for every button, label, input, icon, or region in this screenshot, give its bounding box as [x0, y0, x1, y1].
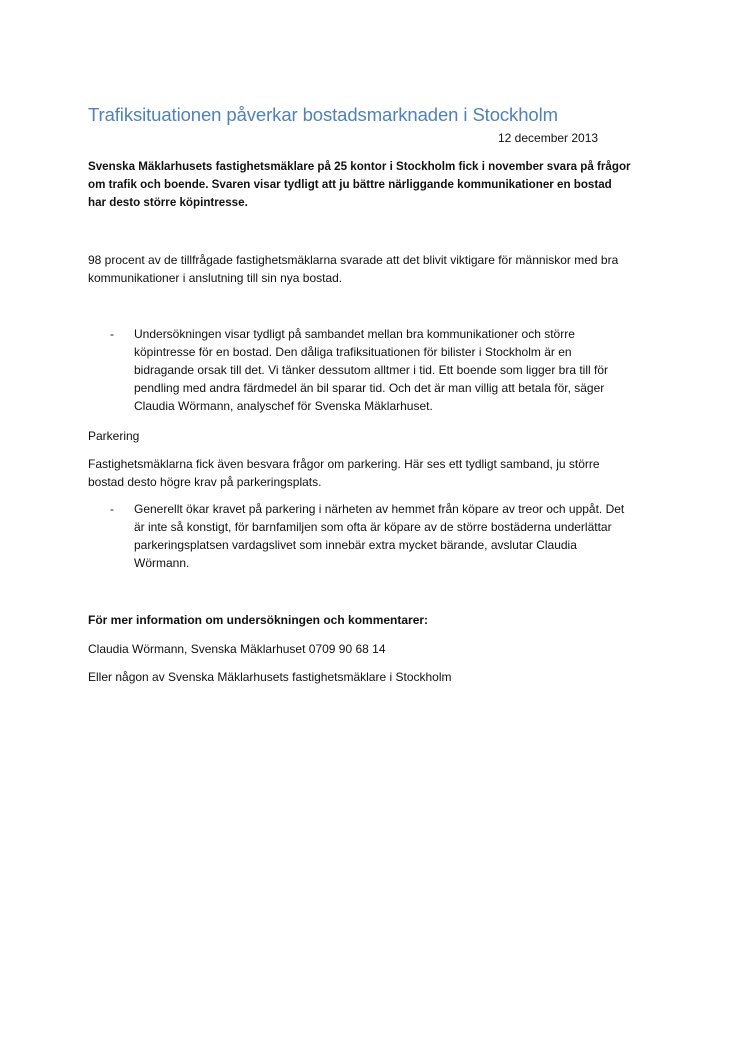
bullet-marker: -	[110, 327, 114, 341]
paragraph-line: bostad desto högre krav på parkeringsplats.	[88, 475, 322, 489]
bullet-line: parkeringsplatsen vardagslivet som innebär extra mycket bärande, avslutar Claudia	[134, 538, 577, 552]
bullet-line: pendling med andra färdmedel än bil sparar tid. Och det är man villig att betala för, säger	[134, 381, 605, 395]
body-paragraph-parking	[88, 455, 668, 491]
paragraph-line: 98 procent av de tillfrågade fastighetsmäklarna svarade att det blivit viktigare för människor med bra	[88, 253, 619, 267]
contact-line	[88, 640, 668, 658]
bullet-line: bidragande orsak till det. Vi tänker dessutom alltmer i tid. Ett boende som ligger bra till för	[134, 363, 609, 377]
bullet-line: Undersökningen visar tydligt på sambandet mellan bra kommunikationer och större	[134, 327, 575, 341]
document-date: 12 december 2013	[498, 131, 599, 145]
bullet-line: Generellt ökar kravet på parkering i närheten av hemmet från köpare av treor och uppåt. Det	[134, 502, 625, 516]
bullet-line: köpintresse för en bostad. Den dåliga trafiksituationen för bilister i Stockholm är en	[134, 345, 572, 359]
contact-alt-line	[88, 668, 668, 686]
info-heading	[88, 611, 668, 629]
lead-paragraph	[88, 158, 668, 212]
lead-line: om trafik och boende. Svaren visar tydligt att ju bättre närliggande kommunikationer en bostad	[88, 178, 612, 191]
bullet-text	[134, 325, 664, 415]
lead-line: har desto större köpintresse.	[88, 196, 248, 209]
bullet-line: är inte så konstigt, för barnfamiljen som ofta är köpare av de större bostäderna underlättar	[134, 520, 612, 534]
bullet-line: Claudia Wörmann, analyschef för Svenska Mäklarhuset.	[134, 399, 433, 413]
contact-alt-text: Eller någon av Svenska Mäklarhusets fastighetsmäklare i Stockholm	[88, 670, 452, 684]
info-heading-text: För mer information om undersökningen och kommentarer:	[88, 613, 429, 627]
paragraph-line: Fastighetsmäklarna fick även besvara frågor om parkering. Här ses ett tydligt samband, ju större	[88, 457, 600, 471]
section-heading-text: Parkering	[88, 429, 140, 443]
bullet-text	[134, 500, 664, 572]
body-paragraph-survey	[88, 251, 668, 287]
lead-line: Svenska Mäklarhusets fastighetsmäklare på 25 kontor i Stockholm fick i november svara på frågor	[88, 160, 631, 173]
bullet-line: Wörmann.	[134, 556, 190, 570]
paragraph-line: kommunikationer i anslutning till sin nya bostad.	[88, 271, 343, 285]
contact-text: Claudia Wörmann, Svenska Mäklarhuset 0709 90 68 14	[88, 642, 386, 656]
document-title: Trafiksituationen påverkar bostadsmarknaden i Stockholm	[88, 104, 558, 125]
bullet-marker: -	[110, 502, 114, 516]
section-heading-parking	[88, 427, 668, 445]
